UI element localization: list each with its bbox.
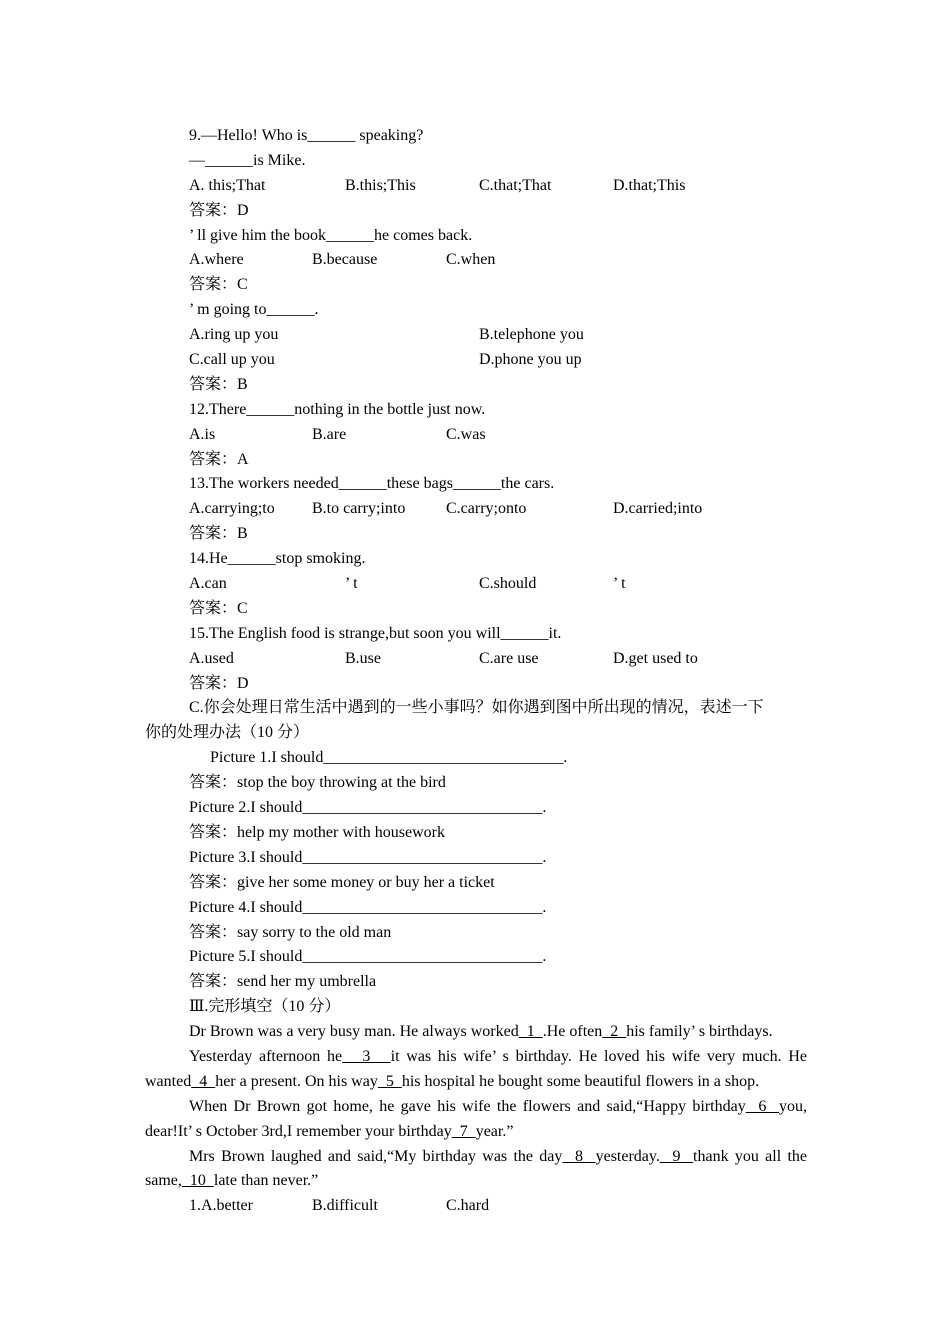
question-11-answer: 答案：B <box>189 375 248 393</box>
cloze-paragraph-1 <box>145 1020 807 1045</box>
option-a: A. this;That <box>189 176 266 194</box>
cloze-paragraph-2-line-2 <box>145 1070 807 1095</box>
option-b: B.use <box>345 649 381 667</box>
question-13-answer: 答案：B <box>189 525 248 543</box>
text: year.” <box>475 1122 514 1140</box>
option-a: A.is <box>189 425 216 443</box>
blank-2: 2 <box>602 1023 627 1041</box>
option-c: C.hard <box>446 1197 490 1215</box>
section-c-heading-cont: 你的处理办法（10 分） <box>145 724 310 742</box>
option-c: C.should <box>479 575 537 593</box>
document-content <box>145 124 807 1219</box>
cloze-paragraph-4-line-2 <box>145 1169 807 1194</box>
blank-3: 3 <box>342 1047 391 1065</box>
picture-1-prompt: Picture 1.I should______________________________. <box>210 749 568 767</box>
question-9-answer: 答案：D <box>189 201 249 219</box>
option-b: B.to carry;into <box>312 500 406 518</box>
option-b: B.difficult <box>312 1197 378 1215</box>
question-11-options-row1 <box>145 323 807 348</box>
question-15-answer: 答案：D <box>189 674 249 692</box>
text: yesterday. <box>595 1147 660 1165</box>
option-a: A.used <box>189 649 234 667</box>
picture-4-answer: 答案：say sorry to the old man <box>189 923 392 941</box>
text: Yesterday afternoon he <box>189 1047 343 1065</box>
option-d: D.phone you up <box>479 351 582 369</box>
question-10-stem: ’ ll give him the book______he comes back. <box>189 226 473 244</box>
option-b: B.this;This <box>345 176 416 194</box>
blank-10: 10 <box>181 1172 214 1190</box>
option-d: ’ t <box>613 575 626 593</box>
option-b: B.are <box>312 425 347 443</box>
question-15-options <box>145 647 807 672</box>
text: Mrs Brown laughed and said,“My birthday was the day <box>189 1147 563 1165</box>
option-c: C.was <box>446 425 486 443</box>
picture-3-answer: 答案：give her some money or buy her a ticket <box>189 873 495 891</box>
text: .He often <box>542 1023 603 1041</box>
picture-5-answer: 答案：send her my umbrella <box>189 973 377 991</box>
option-b: B.telephone you <box>479 326 584 344</box>
blank-9: 9 <box>659 1147 694 1165</box>
cloze-paragraph-3-line-1 <box>145 1095 807 1120</box>
option-c: C.are use <box>479 649 539 667</box>
cloze-paragraph-2-line-1 <box>145 1045 807 1070</box>
picture-2-prompt: Picture 2.I should______________________________. <box>189 799 547 817</box>
option-a: A.ring up you <box>189 326 279 344</box>
cloze-paragraph-4-line-1 <box>145 1145 807 1170</box>
option-d: D.get used to <box>613 649 698 667</box>
option-c: C.carry;onto <box>446 500 527 518</box>
question-12-answer: 答案：A <box>189 450 249 468</box>
cloze-paragraph-3-line-2 <box>145 1120 807 1145</box>
question-9-reply: —______is Mike. <box>189 151 306 169</box>
blank-7: 7 <box>451 1122 476 1140</box>
text: his hospital he bought some beautiful flowers in a shop. <box>401 1072 760 1090</box>
text: dear!It’ s October 3rd,I remember your birthday <box>145 1122 452 1140</box>
option-a: A.carrying;to <box>189 500 275 518</box>
question-9-options <box>145 174 807 199</box>
text: Dr Brown was a very busy man. He always worked <box>189 1023 519 1041</box>
picture-2-answer: 答案：help my mother with housework <box>189 823 445 841</box>
picture-4-prompt: Picture 4.I should______________________________. <box>189 898 547 916</box>
text: When Dr Brown got home, he gave his wife the flowers and said,“Happy birthday <box>189 1097 746 1115</box>
question-12-options <box>145 423 807 448</box>
text: wanted <box>145 1072 192 1090</box>
option-a: A.where <box>189 251 244 269</box>
question-14-options <box>145 572 807 597</box>
question-11-stem: ’ m going to______. <box>189 301 319 319</box>
picture-1-answer: 答案：stop the boy throwing at the bird <box>189 774 446 792</box>
option-a: A.can <box>189 575 227 593</box>
text: his family’ s birthdays. <box>626 1023 773 1041</box>
question-10-options <box>145 248 807 273</box>
question-12-stem: 12.There______nothing in the bottle just now. <box>189 400 486 418</box>
question-14-stem: 14.He______stop smoking. <box>189 550 366 568</box>
section-c-heading: C.你会处理日常生活中遇到的一些小事吗？如你遇到图中所出现的情况，表述一下 <box>189 699 764 717</box>
option-a: 1.A.better <box>189 1197 253 1215</box>
option-b: B.because <box>312 251 378 269</box>
picture-3-prompt: Picture 3.I should______________________________. <box>189 848 547 866</box>
blank-6: 6 <box>745 1097 780 1115</box>
option-d: D.that;This <box>613 176 686 194</box>
cloze-question-1-options <box>145 1194 807 1219</box>
question-15-stem: 15.The English food is strange,but soon you will______it. <box>189 624 562 642</box>
text: late than never.” <box>213 1172 319 1190</box>
blank-5: 5 <box>377 1072 402 1090</box>
question-13-stem: 13.The workers needed______these bags______the cars. <box>189 475 555 493</box>
blank-8: 8 <box>562 1147 596 1165</box>
question-9-stem: 9.—Hello! Who is______ speaking? <box>189 127 424 144</box>
blank-4: 4 <box>191 1072 216 1090</box>
text: it was his wife’ s birthday. He loved his wife very much. He <box>390 1047 808 1065</box>
text: you, <box>779 1097 808 1115</box>
text: thank you all the <box>693 1147 808 1165</box>
option-c: C.call up you <box>189 351 275 369</box>
blank-1: 1 <box>518 1023 543 1041</box>
text: same, <box>145 1172 182 1190</box>
question-14-answer: 答案：C <box>189 599 248 617</box>
text: her a present. On his way <box>215 1072 378 1090</box>
question-13-options <box>145 497 807 522</box>
option-c: C.when <box>446 251 496 269</box>
section-3-heading: Ⅲ.完形填空（10 分） <box>189 998 341 1016</box>
question-11-options-row2 <box>145 348 807 373</box>
picture-5-prompt: Picture 5.I should______________________________. <box>189 948 547 966</box>
question-10-answer: 答案：C <box>189 276 248 294</box>
option-b: ’ t <box>345 575 358 593</box>
option-d: D.carried;into <box>613 500 703 518</box>
option-c: C.that;That <box>479 176 552 194</box>
